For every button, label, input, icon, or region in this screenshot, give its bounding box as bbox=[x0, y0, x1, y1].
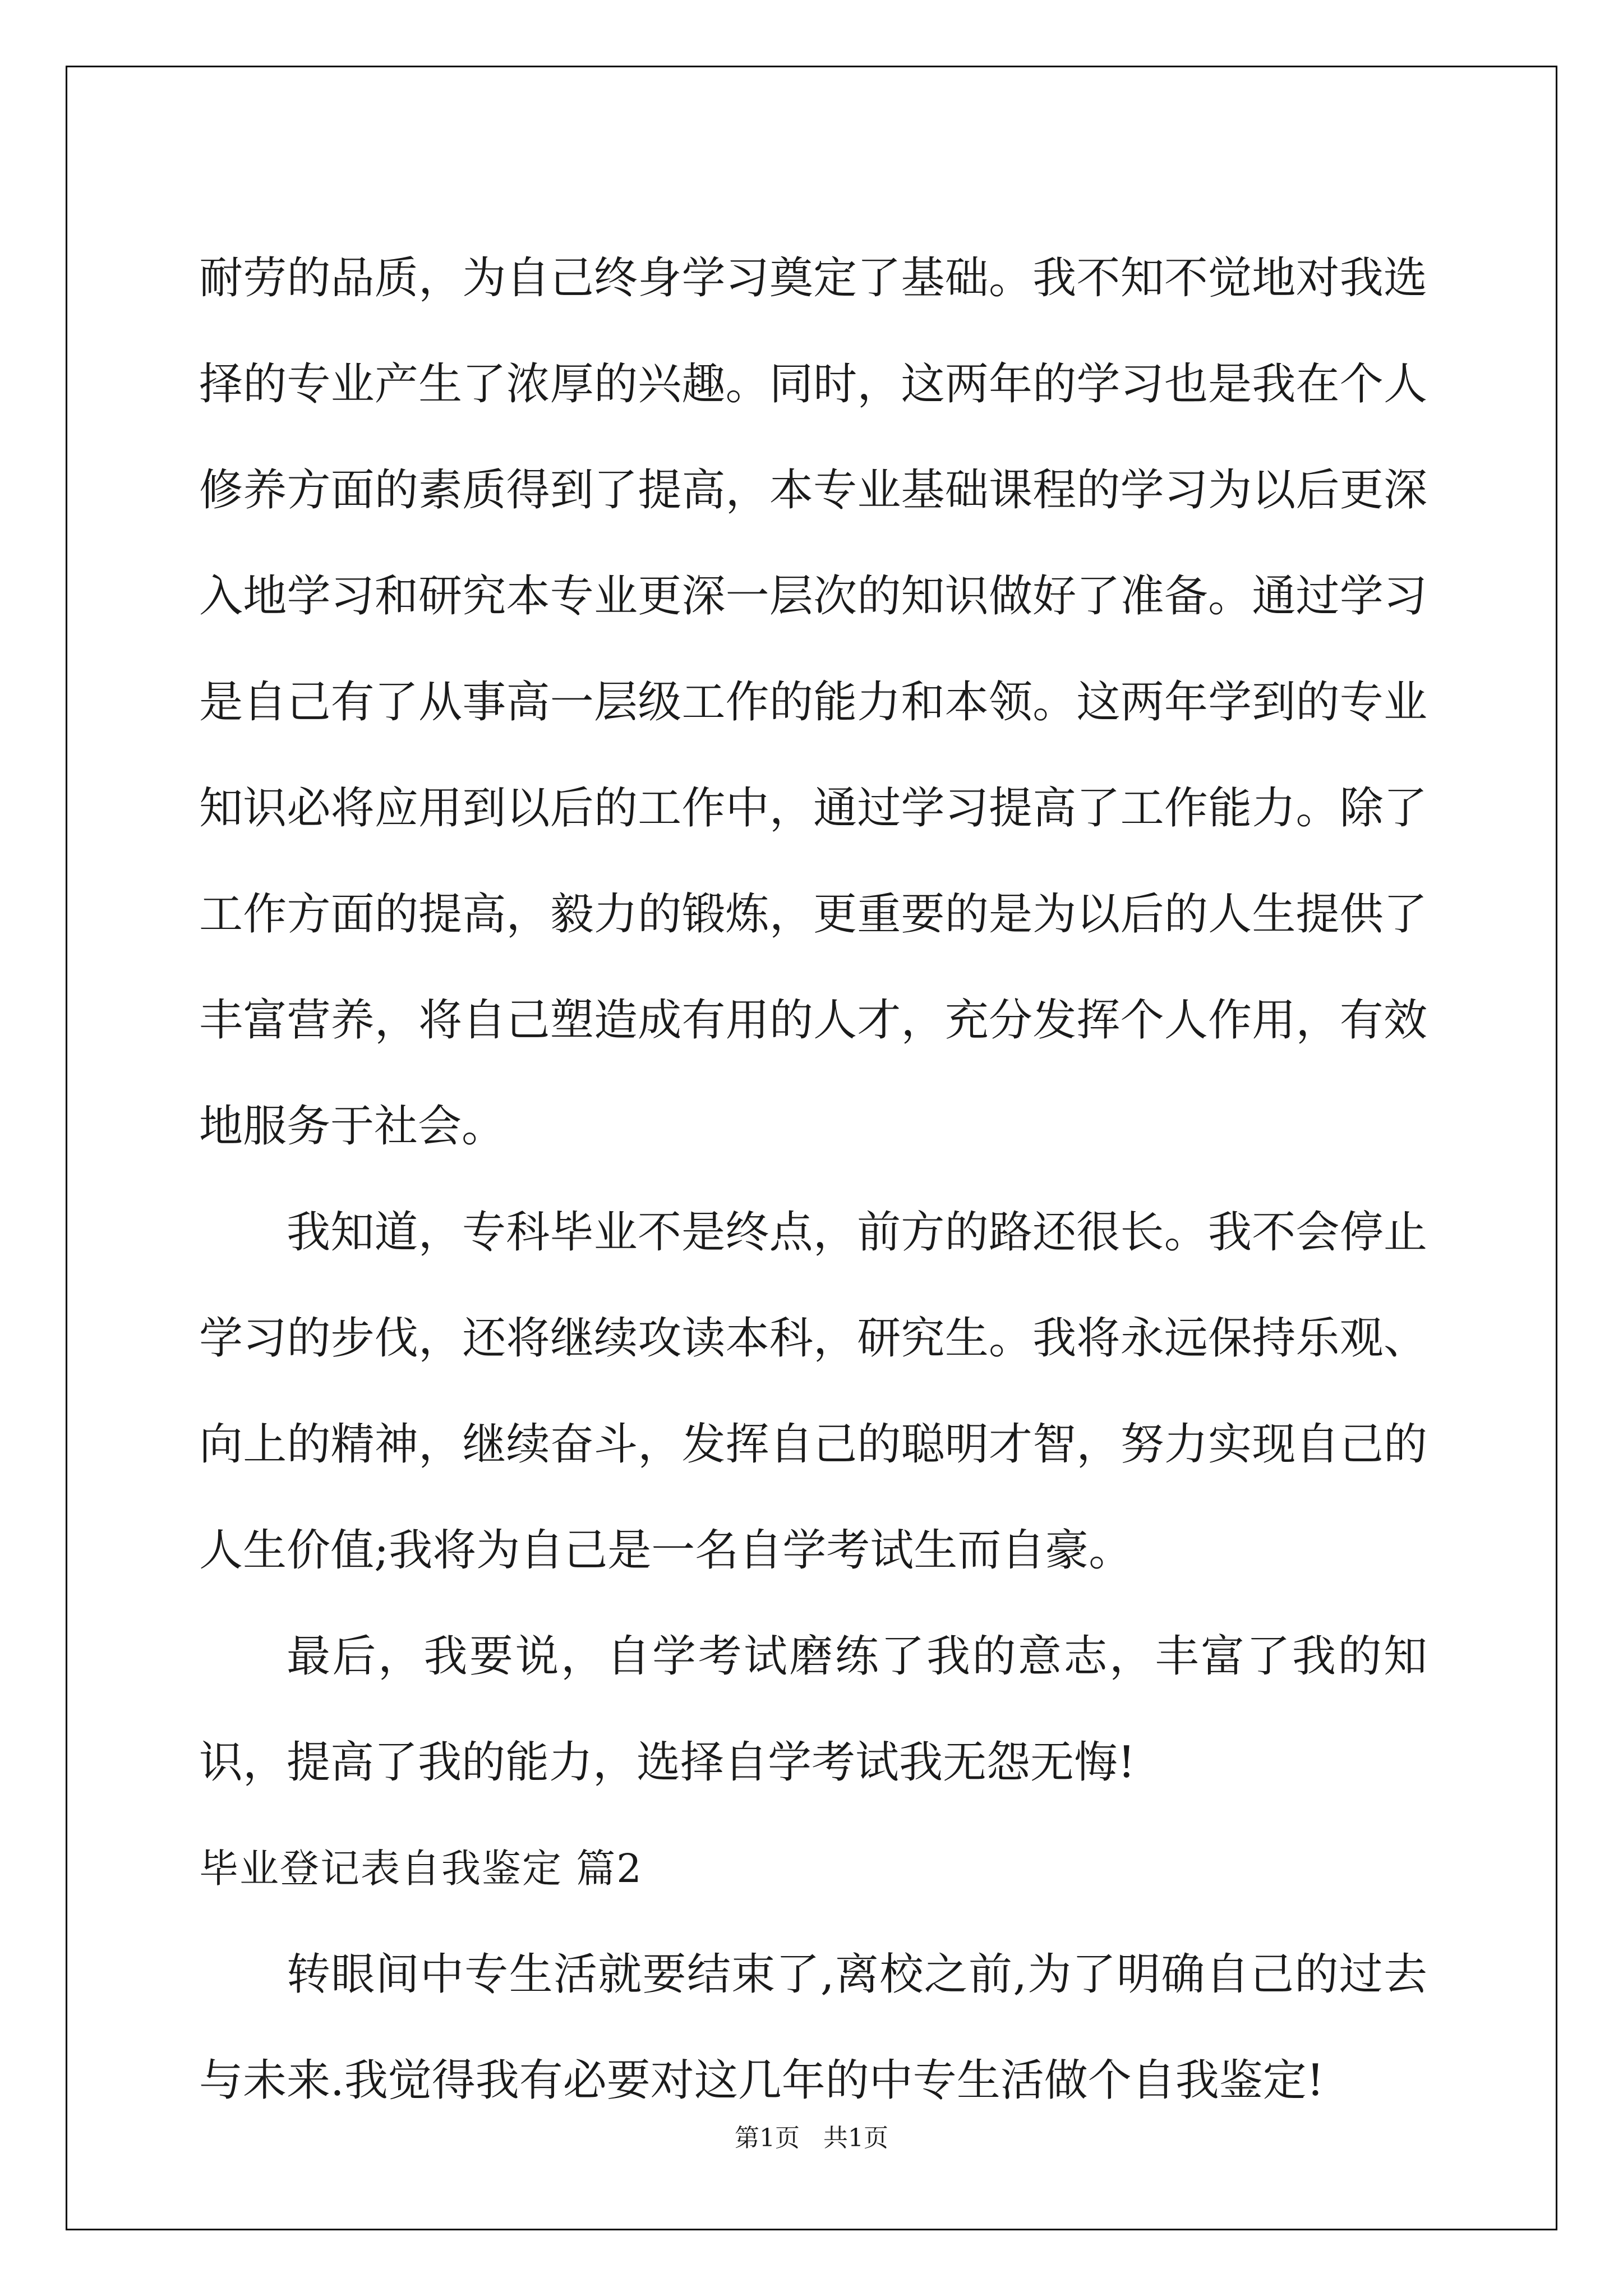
page-footer bbox=[0, 2122, 1623, 2155]
paragraph-3: 最后，我要说，自学考试磨练了我的意志，丰富了我的知识，提高了我的能力，选择自学考试我无怨无悔! bbox=[199, 1631, 1427, 1788]
section-heading: 毕业登记表自我鉴定 篇2 bbox=[199, 1846, 643, 1892]
page-count: 共1页 bbox=[823, 2124, 888, 2152]
paragraph-2: 我知道，专科毕业不是终点，前方的路还很长。我不会停止学习的步伐，还将继续攻读本科，研究生。我将永远保持乐观、向上的精神，继续奋斗，发挥自己的聪明才智，努力实现自己的人生价值;我将为自己是一名自学考试生而自豪。 bbox=[199, 1207, 1427, 1576]
document-body bbox=[199, 226, 1427, 2134]
paragraph-1: 耐劳的品质，为自己终身学习奠定了基础。我不知不觉地对我选择的专业产生了浓厚的兴趣。同时，这两年的学习也是我在个人修养方面的素质得到了提高，本专业基础课程的学习为以后更深入地学习和研究本专业更深一层次的知识做好了准备。通过学习是自己有了从事高一层级工作的能力和本领。这两年学到的专业知识必将应用到以后的工作中，通过学习提高了工作能力。除了工作方面的提高，毅力的锻炼，更重要的是为以后的人生提供了丰富营养，将自己塑造成有用的人才，充分发挥个人作用，有效地服务于社会。 bbox=[199, 253, 1427, 1152]
page-number: 第1页 bbox=[735, 2124, 800, 2152]
section-paragraph-1: 转眼间中专生活就要结束了,离校之前,为了明确自己的过去与未来.我觉得我有必要对这几年的中专生活做个自我鉴定! bbox=[199, 1949, 1427, 2106]
